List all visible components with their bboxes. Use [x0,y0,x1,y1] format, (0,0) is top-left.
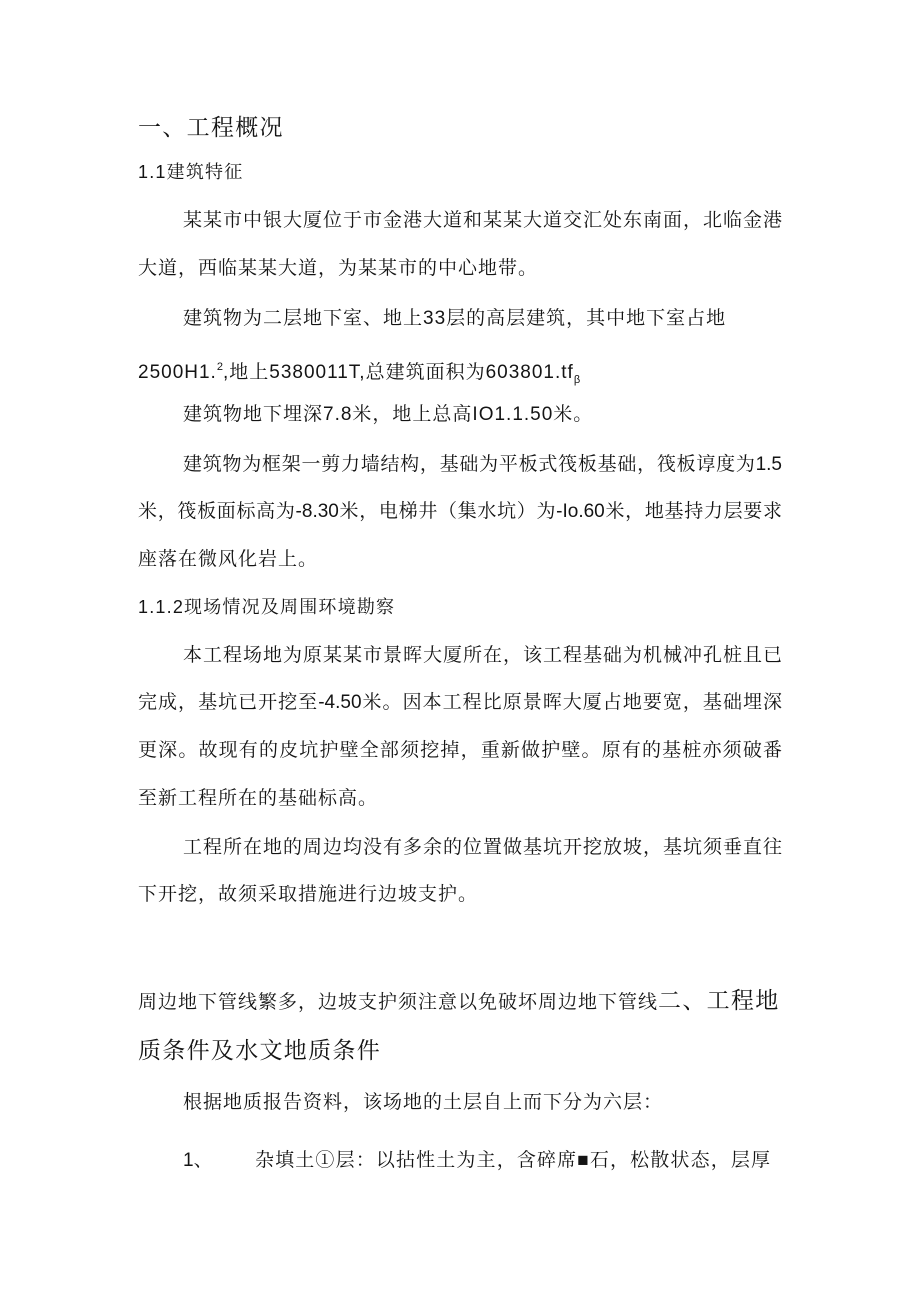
paragraph-text: 周边地下管线繁多，边坡支护须注意以免破坏周边地下管线 [138,992,659,1013]
paragraph-line: 建筑物地下埋深7.8米，地上总高IO1.1.50米。 [183,404,594,425]
paragraph-line: 米，筏板面标高为-8.30米，电梯井（集水坑）为-Io.60米，地基持力层要求 [138,501,782,522]
paragraph-line: 建筑物为二层地下室、地上33层的高层建筑，其中地下室占地 [183,308,727,329]
paragraph-line: 某某市中银大厦位于市金港大道和某某大道交汇处东南面，北临金港 [183,210,782,231]
section-heading-2-start: 二、工程地 [658,987,780,1013]
subsection-heading-1-1: 1.1建筑特征 [138,162,244,182]
paragraph-line: 工程所在地的周边均没有多余的位置做基坑开挖放坡，基坑须垂直往 [183,837,782,858]
area-text-a: 2500H1. [138,362,217,383]
paragraph-line: 更深。故现有的皮坑护壁全部须挖掉，重新做护壁。原有的基桩亦须破番 [138,740,782,761]
area-subscript: β [573,374,581,386]
section-heading-1: 一、工程概况 [138,114,284,140]
area-superscript: 2 [216,361,223,373]
paragraph-line: 本工程场地为原某某市景晖大厦所在，该工程基础为机械冲孔桩且已 [183,645,782,666]
paragraph-line: 下开挖，故须采取措施进行边坡支护。 [138,884,479,905]
paragraph-line [183,930,782,960]
paragraph-line: 至新工程所在的基础标高。 [138,788,379,809]
list-item-text: 杂填土①层：以拈性土为主，含碎席■石，松散状态，层厚 [255,1150,770,1171]
list-item-number: 1、 [183,1150,213,1171]
paragraph-line: 建筑物为框架一剪力墙结构，基础为平板式筏板基础，筏板谆度为1.5 [183,454,782,475]
paragraph-line: 完成，基坑已开挖至-4.50米。因本工程比原景晖大厦占地要宽，基础埋深 [138,692,782,713]
section-heading-2-end: 质条件及水文地质条件 [138,1037,381,1063]
subsection-heading-1-1-2: 1.1.2现场情况及周围环境勘察 [138,597,396,617]
paragraph-line-with-heading [138,985,798,1015]
paragraph-line-area [138,352,581,386]
paragraph-line: 大道，西临某某大道，为某某市的中心地带。 [138,258,539,279]
paragraph-line: 根据地质报告资料，该场地的土层自上而下分为六层： [183,1092,664,1113]
paragraph-line: 座落在微风化岩上。 [138,549,319,570]
area-text-b: ,地上5380011T,总建筑面积为603801.tf [222,362,574,383]
